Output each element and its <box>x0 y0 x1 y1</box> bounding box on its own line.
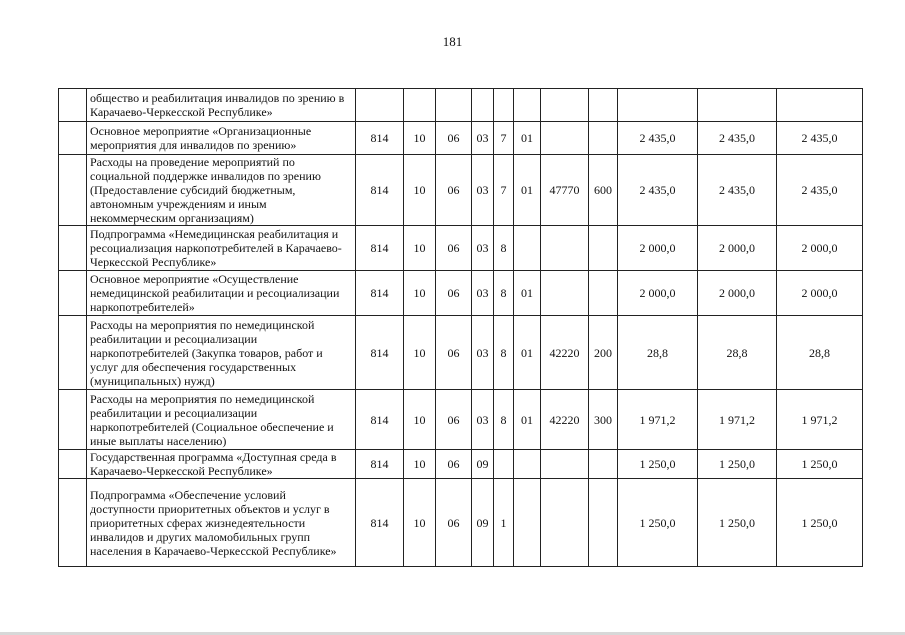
table-row <box>59 479 863 567</box>
row-subprogram-code <box>494 89 514 122</box>
row-activity-code: 01 <box>514 155 541 226</box>
row-direction-code <box>541 450 589 479</box>
row-expense-type-code: 200 <box>589 316 618 390</box>
row-ved-code: 814 <box>356 479 404 567</box>
row-direction-code <box>541 271 589 316</box>
row-section-code: 10 <box>404 450 436 479</box>
row-activity-code <box>514 450 541 479</box>
row-direction-code <box>541 122 589 155</box>
row-section-code: 10 <box>404 155 436 226</box>
row-subprogram-code: 7 <box>494 122 514 155</box>
row-activity-code <box>514 226 541 271</box>
row-ved-code: 814 <box>356 226 404 271</box>
row-ved-code: 814 <box>356 316 404 390</box>
row-sum-year2: 2 000,0 <box>698 226 777 271</box>
row-sum-year3: 2 435,0 <box>777 122 863 155</box>
row-sum-year2: 1 971,2 <box>698 390 777 450</box>
row-number-cell <box>59 390 87 450</box>
row-ved-code: 814 <box>356 271 404 316</box>
row-name: Расходы на мероприятия по немедицинской реабилитации и ресоциализации наркопотребителей (Закупка товаров, работ и услуг для обеспечения государственных (муниципальных) нужд) <box>87 316 356 390</box>
table-row <box>59 271 863 316</box>
row-sum-year2: 2 000,0 <box>698 271 777 316</box>
row-subsection-code: 06 <box>436 479 472 567</box>
row-subprogram-code: 8 <box>494 316 514 390</box>
row-sum-year1 <box>618 89 698 122</box>
row-subsection-code: 06 <box>436 122 472 155</box>
row-activity-code: 01 <box>514 316 541 390</box>
row-expense-type-code <box>589 450 618 479</box>
row-subprogram-code <box>494 450 514 479</box>
row-ved-code <box>356 89 404 122</box>
row-sum-year2 <box>698 89 777 122</box>
row-sum-year1: 1 250,0 <box>618 450 698 479</box>
row-activity-code: 01 <box>514 122 541 155</box>
row-program-code: 03 <box>472 226 494 271</box>
row-direction-code: 42220 <box>541 390 589 450</box>
table-row <box>59 122 863 155</box>
row-number-cell <box>59 271 87 316</box>
row-subsection-code: 06 <box>436 316 472 390</box>
row-expense-type-code <box>589 271 618 316</box>
row-name: Основное мероприятие «Организационные мероприятия для инвалидов по зрению» <box>87 122 356 155</box>
row-subprogram-code: 8 <box>494 226 514 271</box>
row-expense-type-code <box>589 89 618 122</box>
row-name: Подпрограмма «Немедицинская реабилитация и ресоциализация наркопотребителей в Карачаево-Черкесской Республике» <box>87 226 356 271</box>
row-expense-type-code: 600 <box>589 155 618 226</box>
row-section-code <box>404 89 436 122</box>
row-expense-type-code <box>589 122 618 155</box>
row-name: Основное мероприятие «Осуществление немедицинской реабилитации и ресоциализации наркопотребителей» <box>87 271 356 316</box>
row-section-code: 10 <box>404 390 436 450</box>
row-program-code: 09 <box>472 450 494 479</box>
row-number-cell <box>59 155 87 226</box>
row-program-code: 03 <box>472 390 494 450</box>
row-sum-year3: 2 435,0 <box>777 155 863 226</box>
row-sum-year3: 2 000,0 <box>777 226 863 271</box>
row-expense-type-code: 300 <box>589 390 618 450</box>
row-section-code: 10 <box>404 122 436 155</box>
row-name: Расходы на проведение мероприятий по социальной поддержке инвалидов по зрению (Предоставление субсидий бюджетным, автономным учреждениям и иным некоммерческим организациям) <box>87 155 356 226</box>
row-ved-code: 814 <box>356 122 404 155</box>
row-program-code: 03 <box>472 316 494 390</box>
row-number-cell <box>59 226 87 271</box>
table-row <box>59 450 863 479</box>
row-ved-code: 814 <box>356 450 404 479</box>
row-sum-year2: 2 435,0 <box>698 122 777 155</box>
row-subprogram-code: 1 <box>494 479 514 567</box>
row-name: общество и реабилитация инвалидов по зрению в Карачаево-Черкесской Республике» <box>87 89 356 122</box>
row-sum-year1: 2 435,0 <box>618 122 698 155</box>
row-subprogram-code: 8 <box>494 390 514 450</box>
row-sum-year3: 28,8 <box>777 316 863 390</box>
row-subsection-code: 06 <box>436 271 472 316</box>
row-sum-year1: 1 971,2 <box>618 390 698 450</box>
row-direction-code <box>541 89 589 122</box>
row-subsection-code <box>436 89 472 122</box>
table-row <box>59 89 863 122</box>
row-section-code: 10 <box>404 479 436 567</box>
row-sum-year1: 28,8 <box>618 316 698 390</box>
row-subprogram-code: 7 <box>494 155 514 226</box>
row-section-code: 10 <box>404 316 436 390</box>
row-sum-year3: 1 250,0 <box>777 479 863 567</box>
row-direction-code <box>541 226 589 271</box>
row-sum-year2: 1 250,0 <box>698 450 777 479</box>
row-program-code: 03 <box>472 122 494 155</box>
row-activity-code <box>514 89 541 122</box>
row-program-code: 03 <box>472 271 494 316</box>
row-sum-year2: 1 250,0 <box>698 479 777 567</box>
row-ved-code: 814 <box>356 390 404 450</box>
row-activity-code: 01 <box>514 271 541 316</box>
row-sum-year3: 1 250,0 <box>777 450 863 479</box>
row-program-code: 03 <box>472 155 494 226</box>
row-section-code: 10 <box>404 226 436 271</box>
page-number: 181 <box>442 34 463 49</box>
row-name: Государственная программа «Доступная среда в Карачаево-Черкесской Республике» <box>87 450 356 479</box>
row-sum-year2: 28,8 <box>698 316 777 390</box>
table-body <box>59 89 863 567</box>
row-section-code: 10 <box>404 271 436 316</box>
row-sum-year1: 2 000,0 <box>618 271 698 316</box>
row-subsection-code: 06 <box>436 155 472 226</box>
row-number-cell <box>59 89 87 122</box>
row-activity-code: 01 <box>514 390 541 450</box>
row-subprogram-code: 8 <box>494 271 514 316</box>
row-sum-year3: 2 000,0 <box>777 271 863 316</box>
row-ved-code: 814 <box>356 155 404 226</box>
row-number-cell <box>59 122 87 155</box>
row-sum-year3 <box>777 89 863 122</box>
row-direction-code: 42220 <box>541 316 589 390</box>
row-expense-type-code <box>589 479 618 567</box>
row-subsection-code: 06 <box>436 390 472 450</box>
row-sum-year1: 2 435,0 <box>618 155 698 226</box>
row-activity-code <box>514 479 541 567</box>
row-sum-year2: 2 435,0 <box>698 155 777 226</box>
row-sum-year1: 1 250,0 <box>618 479 698 567</box>
table-row <box>59 390 863 450</box>
row-direction-code: 47770 <box>541 155 589 226</box>
row-name: Подпрограмма «Обеспечение условий доступности приоритетных объектов и услуг в приоритетных сферах жизнедеятельности инвалидов и других маломобильных групп населения в Карачаево-Черкесской Республике» <box>87 479 356 567</box>
row-direction-code <box>541 479 589 567</box>
row-expense-type-code <box>589 226 618 271</box>
budget-table <box>58 88 863 567</box>
row-number-cell <box>59 479 87 567</box>
table-row <box>59 316 863 390</box>
row-program-code <box>472 89 494 122</box>
row-subsection-code: 06 <box>436 226 472 271</box>
row-name: Расходы на мероприятия по немедицинской реабилитации и ресоциализации наркопотребителей (Социальное обеспечение и иные выплаты населению) <box>87 390 356 450</box>
row-sum-year3: 1 971,2 <box>777 390 863 450</box>
row-number-cell <box>59 316 87 390</box>
row-subsection-code: 06 <box>436 450 472 479</box>
table-row <box>59 226 863 271</box>
row-number-cell <box>59 450 87 479</box>
table-row <box>59 155 863 226</box>
row-program-code: 09 <box>472 479 494 567</box>
row-sum-year1: 2 000,0 <box>618 226 698 271</box>
